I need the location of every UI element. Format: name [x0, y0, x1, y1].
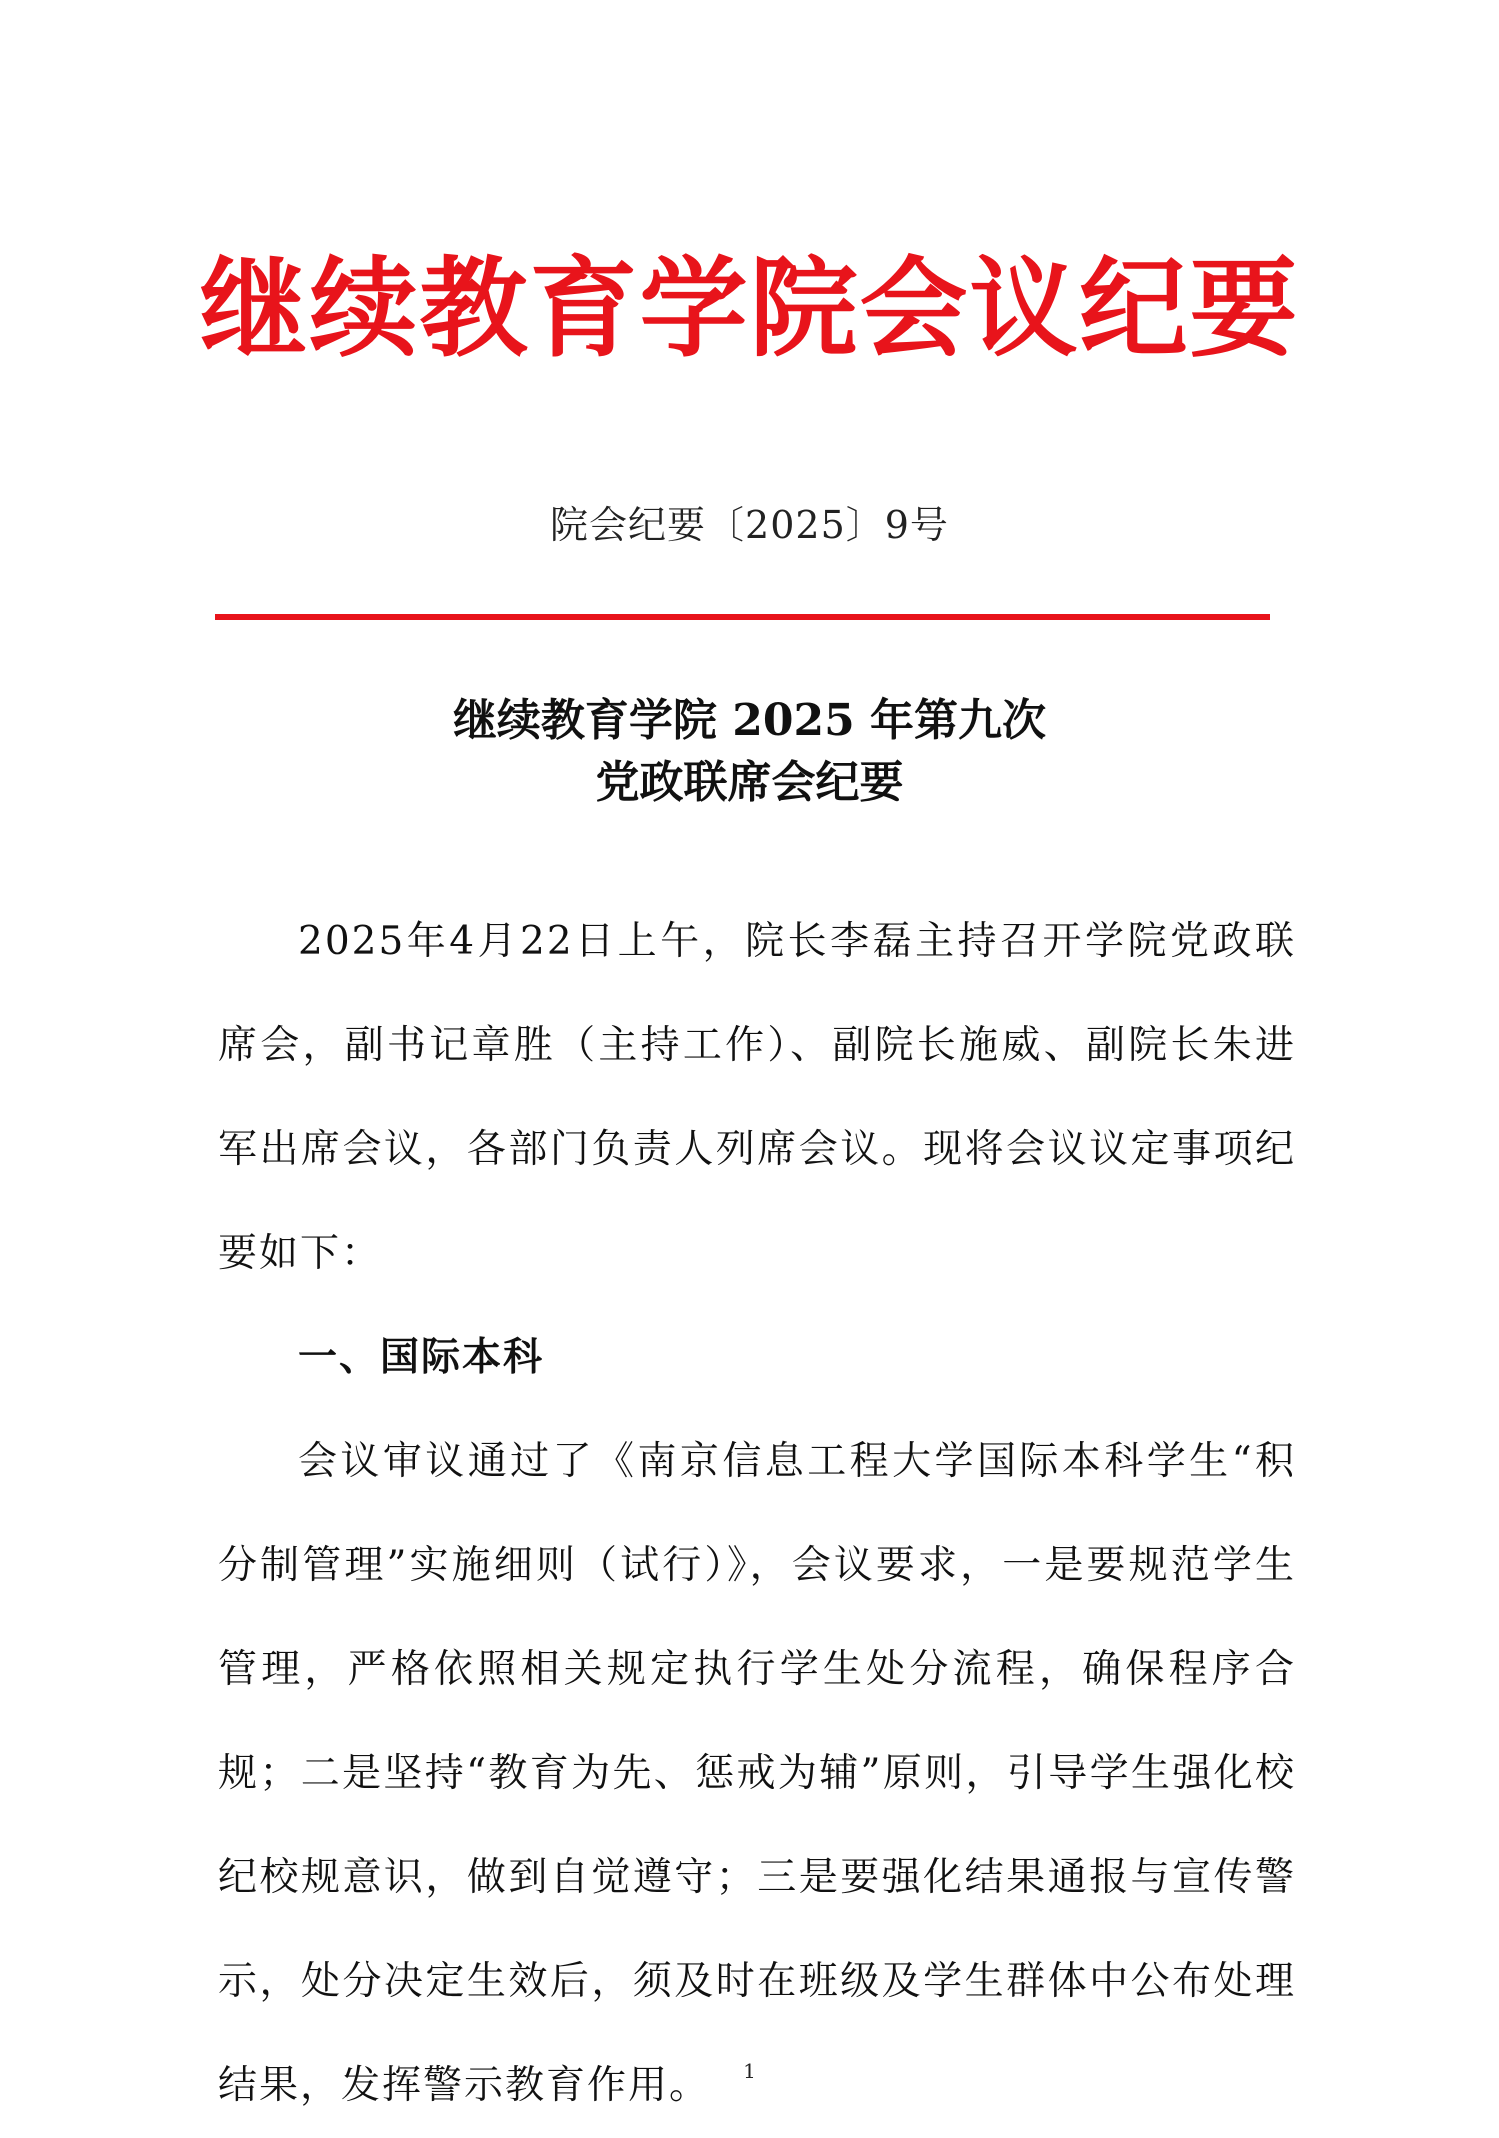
document-number: 院会纪要〔2025〕9号	[550, 503, 949, 547]
intro-paragraph: 2025年4月22日上午，院长李磊主持召开学院党政联席会，副书记章胜（主持工作）、副院长施威、副院长朱进军出席会议，各部门负责人列席会议。现将会议议定事项纪要如下：	[218, 919, 1296, 1276]
meeting-title	[0, 690, 1499, 814]
masthead-title: 继续教育学院会议纪要	[199, 247, 1300, 372]
red-divider-line	[215, 614, 1270, 620]
meeting-title-line-2: 党政联席会纪要	[595, 757, 904, 808]
document-body	[218, 890, 1296, 2138]
section-heading: 一、国际本科	[298, 1335, 545, 1380]
meeting-title-line-1: 继续教育学院 2025 年第九次	[452, 695, 1047, 746]
page-number: 1	[743, 2059, 756, 2083]
section-paragraph: 会议审议通过了《南京信息工程大学国际本科学生“积分制管理”实施细则（试行）》，会议要求，一是要规范学生管理，严格依照相关规定执行学生处分流程，确保程序合规；二是坚持“教育为先、惩戒为辅”原则，引导学生强化校纪校规意识，做到自觉遵守；三是要强化结果通报与宣传警示，处分决定生效后，须及时在班级及学生群体中公布处理结果，发挥警示教育作用。	[218, 1439, 1296, 2108]
